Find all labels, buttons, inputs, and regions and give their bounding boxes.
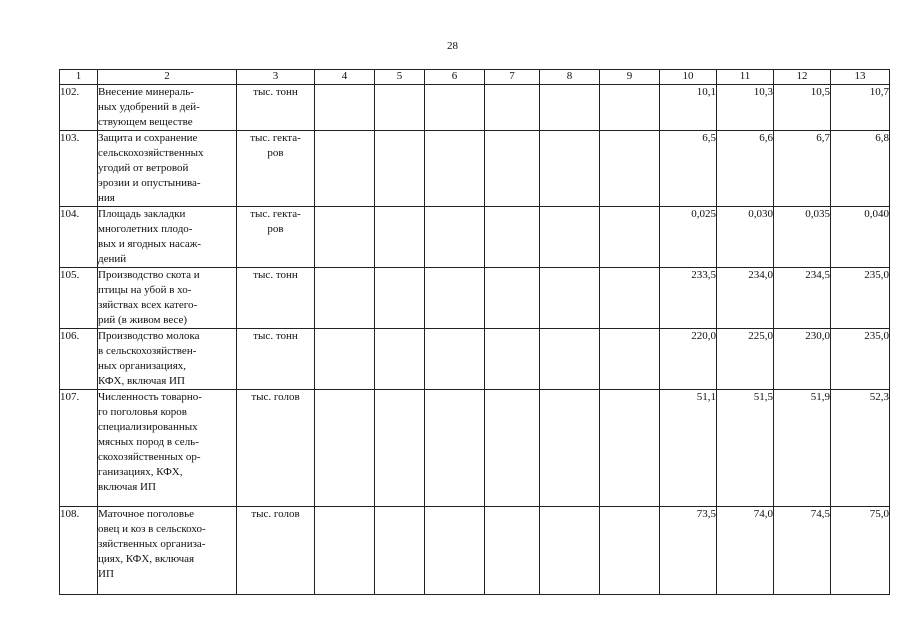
empty-cell (375, 268, 425, 329)
empty-cell (600, 85, 660, 131)
unit-label: тыс. гекта- ров (250, 132, 301, 159)
value-cell: 0,035 (774, 207, 831, 268)
unit-label: тыс. тонн (253, 269, 298, 281)
indicator-name-cell (98, 390, 237, 507)
value-cell: 74,0 (717, 507, 774, 595)
header-cell: 10 (660, 70, 717, 85)
table-row (60, 507, 890, 595)
row-number-cell: 105. (60, 268, 98, 329)
value-cell: 0,040 (831, 207, 890, 268)
value-cell: 234,5 (774, 268, 831, 329)
table-row (60, 268, 890, 329)
empty-cell (315, 329, 375, 390)
value-cell: 51,5 (717, 390, 774, 507)
table-row (60, 207, 890, 268)
empty-cell (540, 268, 600, 329)
unit-label: тыс. тонн (253, 86, 298, 98)
header-cell: 9 (600, 70, 660, 85)
empty-cell (540, 390, 600, 507)
row-number-cell: 108. (60, 507, 98, 595)
empty-cell (425, 507, 485, 595)
value-cell: 6,7 (774, 131, 831, 207)
header-cell: 1 (60, 70, 98, 85)
empty-cell (375, 131, 425, 207)
empty-cell (485, 131, 540, 207)
empty-cell (315, 390, 375, 507)
empty-cell (315, 131, 375, 207)
empty-cell (315, 507, 375, 595)
table-row (60, 85, 890, 131)
indicator-name-cell (98, 85, 237, 131)
indicator-name: Защита и сохранение сельскохозяйственных угодий от ветровой эрозии и опустынива- ния (98, 132, 204, 204)
empty-cell (375, 390, 425, 507)
empty-cell (315, 207, 375, 268)
value-cell: 10,3 (717, 85, 774, 131)
empty-cell (425, 329, 485, 390)
empty-cell (315, 85, 375, 131)
empty-cell (540, 329, 600, 390)
empty-cell (485, 268, 540, 329)
empty-cell (425, 131, 485, 207)
value-cell: 235,0 (831, 329, 890, 390)
indicator-name-cell (98, 507, 237, 595)
empty-cell (540, 207, 600, 268)
unit-cell (237, 329, 315, 390)
empty-cell (540, 507, 600, 595)
empty-cell (540, 131, 600, 207)
indicator-name-cell (98, 329, 237, 390)
unit-label: тыс. тонн (253, 330, 298, 342)
empty-cell (375, 329, 425, 390)
empty-cell (485, 329, 540, 390)
value-cell: 51,1 (660, 390, 717, 507)
value-cell: 233,5 (660, 268, 717, 329)
table-row (60, 390, 890, 507)
unit-label: тыс. гекта- ров (250, 208, 301, 235)
indicator-name-cell (98, 131, 237, 207)
row-number-cell: 103. (60, 131, 98, 207)
header-cell: 2 (98, 70, 237, 85)
empty-cell (425, 207, 485, 268)
value-cell: 52,3 (831, 390, 890, 507)
unit-cell (237, 268, 315, 329)
table-row (60, 131, 890, 207)
value-cell: 235,0 (831, 268, 890, 329)
header-cell: 5 (375, 70, 425, 85)
value-cell: 6,5 (660, 131, 717, 207)
empty-cell (485, 390, 540, 507)
unit-cell (237, 207, 315, 268)
page-number: 28 (447, 40, 458, 52)
header-cell: 4 (315, 70, 375, 85)
value-cell: 0,030 (717, 207, 774, 268)
value-cell: 73,5 (660, 507, 717, 595)
indicator-name: Производство молока в сельскохозяйствен- ных организациях, КФХ, включая ИП (98, 330, 200, 387)
unit-label: тыс. голов (251, 391, 300, 403)
indicator-name: Производство скота и птицы на убой в хо- зяйствах всех катего- рий (в живом весе) (98, 269, 200, 326)
empty-cell (600, 507, 660, 595)
row-number-cell: 107. (60, 390, 98, 507)
value-cell: 10,5 (774, 85, 831, 131)
header-cell: 6 (425, 70, 485, 85)
header-row (60, 70, 890, 85)
value-cell: 10,1 (660, 85, 717, 131)
header-cell: 8 (540, 70, 600, 85)
unit-cell (237, 85, 315, 131)
empty-cell (425, 85, 485, 131)
value-cell: 6,6 (717, 131, 774, 207)
indicator-name: Численность товарно- го поголовья коров специализированных мясных пород в сель- скохозяйственных ор- ганизациях, КФХ, включая ИП (98, 391, 202, 493)
empty-cell (540, 85, 600, 131)
empty-cell (485, 207, 540, 268)
header-cell: 13 (831, 70, 890, 85)
value-cell: 51,9 (774, 390, 831, 507)
value-cell: 230,0 (774, 329, 831, 390)
value-cell: 10,7 (831, 85, 890, 131)
indicator-name-cell (98, 207, 237, 268)
value-cell: 234,0 (717, 268, 774, 329)
value-cell: 75,0 (831, 507, 890, 595)
header-cell: 7 (485, 70, 540, 85)
empty-cell (485, 85, 540, 131)
empty-cell (600, 390, 660, 507)
value-cell: 225,0 (717, 329, 774, 390)
empty-cell (425, 268, 485, 329)
row-number-cell: 104. (60, 207, 98, 268)
value-cell: 74,5 (774, 507, 831, 595)
indicator-name-cell (98, 268, 237, 329)
indicators-table (59, 69, 890, 595)
empty-cell (600, 207, 660, 268)
empty-cell (315, 268, 375, 329)
empty-cell (485, 507, 540, 595)
empty-cell (425, 390, 485, 507)
empty-cell (375, 507, 425, 595)
unit-label: тыс. голов (251, 508, 300, 520)
empty-cell (600, 268, 660, 329)
empty-cell (600, 131, 660, 207)
value-cell: 220,0 (660, 329, 717, 390)
indicator-name: Маточное поголовье овец и коз в сельскохо- зяйственных организа- циях, КФХ, включая ИП (98, 508, 206, 580)
empty-cell (375, 85, 425, 131)
empty-cell (375, 207, 425, 268)
indicator-name: Площадь закладки многолетних плодо- вых и ягодных насаж- дений (98, 208, 202, 265)
value-cell: 6,8 (831, 131, 890, 207)
header-cell: 12 (774, 70, 831, 85)
header-cell: 11 (717, 70, 774, 85)
unit-cell (237, 390, 315, 507)
empty-cell (600, 329, 660, 390)
unit-cell (237, 507, 315, 595)
table-row (60, 329, 890, 390)
unit-cell (237, 131, 315, 207)
value-cell: 0,025 (660, 207, 717, 268)
header-cell: 3 (237, 70, 315, 85)
row-number-cell: 106. (60, 329, 98, 390)
indicator-name: Внесение минераль- ных удобрений в дей- ствующем веществе (98, 86, 200, 128)
row-number-cell: 102. (60, 85, 98, 131)
